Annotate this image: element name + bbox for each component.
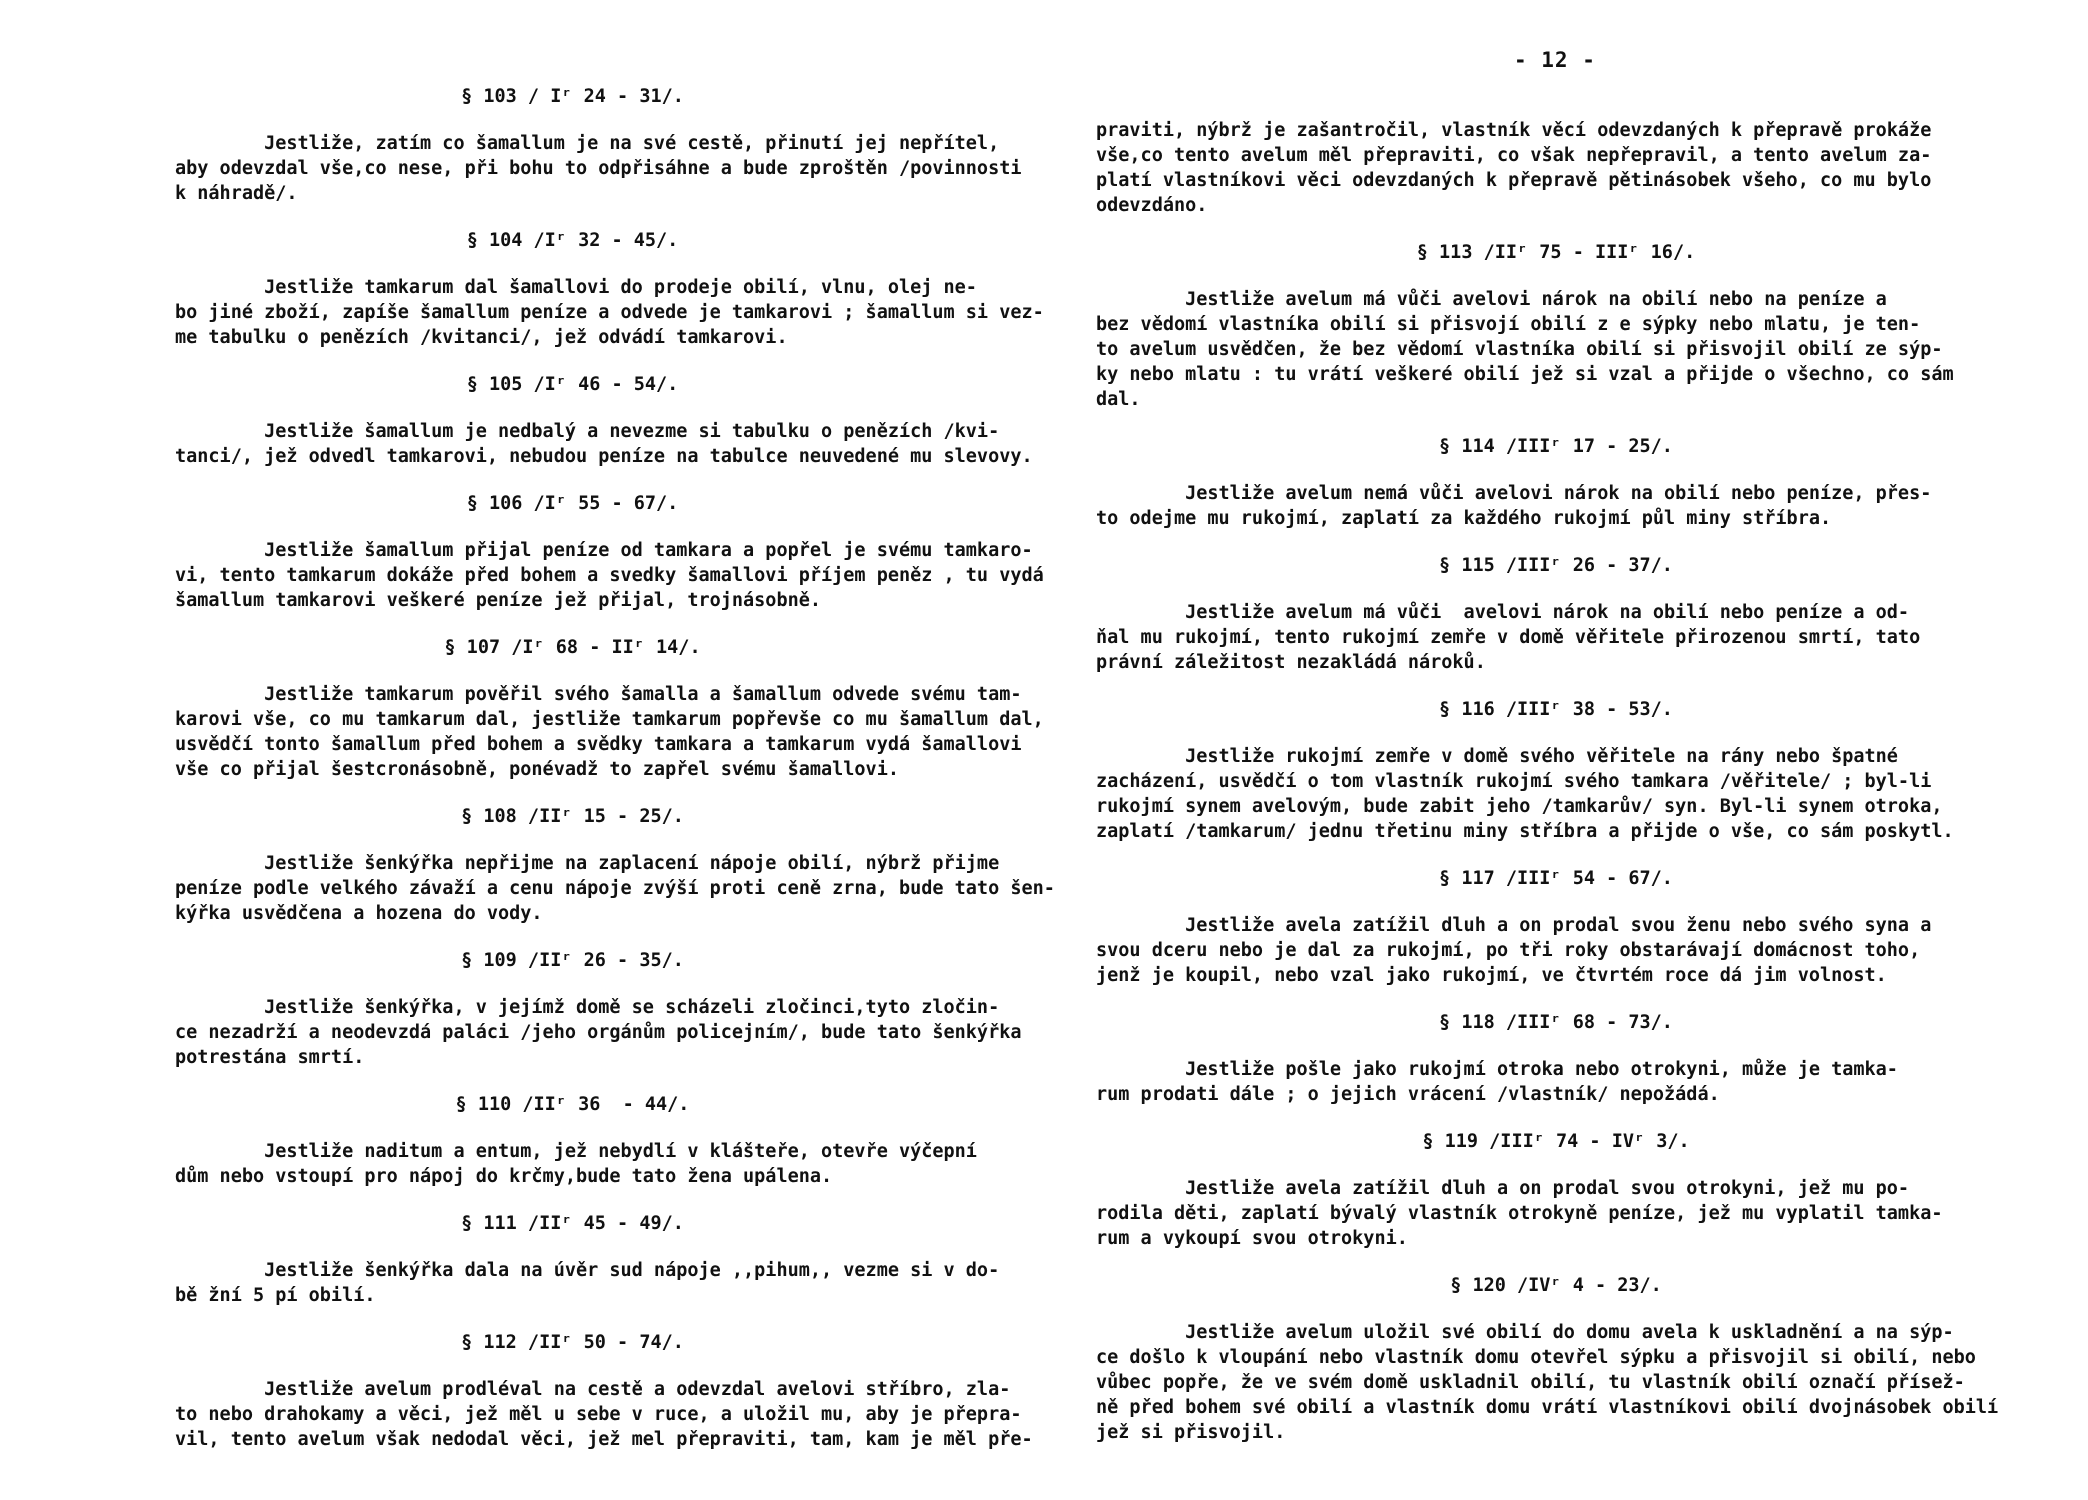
- section-text-112: Jestliže avelum prodléval na cestě a odevzdal avelovi stříbro, zla- to nebo drahokamy a věci, jež měl u sebe v ruce, a uložil mu, aby je přepra- vil, tento avelum však nedodal věci, jež mel přepraviti, tam, kam je měl pře-: [175, 1379, 1033, 1450]
- section-heading-116: § 116 /IIIʳ 38 - 53/.: [1439, 699, 1673, 720]
- section-heading-107: § 107 /Iʳ 68 - IIʳ 14/.: [444, 637, 701, 658]
- section-heading-108: § 108 /IIʳ 15 - 25/.: [461, 806, 684, 827]
- section-text-110: Jestliže naditum a entum, jež nebydlí v klášteře, otevře výčepní dům nebo vstoupí pro nápoj do krčmy,bude tato žena upálena.: [175, 1141, 977, 1187]
- section-heading-105: § 105 /Iʳ 46 - 54/.: [466, 374, 679, 395]
- section-heading-112: § 112 /IIʳ 50 - 74/.: [461, 1332, 684, 1353]
- section-heading-119: § 119 /IIIʳ 74 - IVʳ 3/.: [1422, 1131, 1690, 1152]
- section-heading-104: § 104 /Iʳ 32 - 45/.: [466, 230, 679, 251]
- right-page-text: [1096, 118, 2086, 1467]
- section-text-108: Jestliže šenkýřka nepřijme na zaplacení nápoje obilí, nýbrž přijme peníze podle velkého závaží a cenu nápoje zvýší proti ceně zrna, bude tato šen- kýřka usvědčena a hozena do vody.: [175, 853, 1055, 924]
- section-text-111: Jestliže šenkýřka dala na úvěr sud nápoje ,,pihum,, vezme si v do- bě žní 5 pí obilí.: [175, 1260, 1000, 1306]
- section-text-119: Jestliže avela zatížil dluh a on prodal svou otrokyni, jež mu po- rodila děti, zaplatí bývalý vlastník otrokyně peníze, jež mu vyplatil tamka- rum a vykoupí svou otrokyni.: [1096, 1178, 1943, 1249]
- section-heading-103: § 103 / Iʳ 24 - 31/.: [461, 86, 684, 107]
- section-text-115: Jestliže avelum má vůči avelovi nárok na obilí nebo peníze a od- ňal mu rukojmí, tento rukojmí zemře v domě věřitele přirozenou smrtí, tato právní záležitost nezakládá nároků.: [1096, 602, 1921, 673]
- section-heading-118: § 118 /IIIʳ 68 - 73/.: [1439, 1012, 1673, 1033]
- section-heading-111: § 111 /IIʳ 45 - 49/.: [461, 1213, 684, 1234]
- section-text-104: Jestliže tamkarum dal šamallovi do prodeje obilí, vlnu, olej ne- bo jiné zboží, zapíše šamallum peníze a odvede je tamkarovi ; šamallum si vez- me tabulku o penězích /kvitanci/, jež odvádí tamkarovi.: [175, 277, 1044, 348]
- section-text-107: Jestliže tamkarum pověřil svého šamalla a šamallum odvede svému tam- karovi vše, co mu tamkarum dal, jestliže tamkarum popřevše co mu šamallum dal, usvědčí tonto šamallum před bohem a svědky tamkara a tamkarum vydá šamallovi vše co přijal šestcronásobně, ponévadž to zapřel svému šamallovi.: [175, 684, 1044, 780]
- section-text-117: Jestliže avela zatížil dluh a on prodal svou ženu nebo svého syna a svou dceru nebo je dal za rukojmí, po tři roky obstarávají domácnost toho, jenž je koupil, nebo vzal jako rukojmí, ve čtvrtém roce dá jim volnost.: [1096, 915, 1932, 986]
- section-text-118: Jestliže pošle jako rukojmí otroka nebo otrokyni, může je tamka- rum prodati dále ; o jejich vrácení /vlastník/ nepožádá.: [1096, 1059, 1898, 1105]
- section-text-106: Jestliže šamallum přijal peníze od tamkara a popřel je svému tamkaro- vi, tento tamkarum dokáže před bohem a svedky šamallovi příjem peněz , tu vydá šamallum tamkarovi veškeré peníze jež přijal, trojnásobně.: [175, 540, 1044, 611]
- section-text-120: Jestliže avelum uložil své obilí do domu avela k uskladnění a na sýp- ce došlo k vloupání nebo vlastník domu otevřel sýpku a přisvojil si obilí, nebo vůbec popře, že ve svém domě uskladnil obilí, tu vlastník obilí označí přísež- ně před bohem své obilí a vlastník domu vrátí vlastníkovi obilí dvojnásobek obilí jež si přisvojil.: [1096, 1322, 1999, 1443]
- section-text-114: Jestliže avelum nemá vůči avelovi nárok na obilí nebo peníze, přes- to odejme mu rukojmí, zaplatí za každého rukojmí půl miny stříbra.: [1096, 483, 1932, 529]
- section-text-116: Jestliže rukojmí zemře v domě svého věřitele na rány nebo špatné zacházení, usvědčí o tom vlastník rukojmí svého tamkara /věřitele/ ; byl-li rukojmí synem avelovým, bude zabit jeho /tamkarův/ syn. Byl-li synem otroka, zaplatí /tamkarum/ jednu třetinu miny stříbra a přijde o vše, co sám poskytl.: [1096, 746, 1954, 842]
- section-text-103: Jestliže, zatím co šamallum je na své cestě, přinutí jej nepřítel, aby odevzdal vše,co nese, při bohu to odpřisáhne a bude zproštěn /povinnosti k náhradě/.: [175, 133, 1022, 204]
- section-heading-117: § 117 /IIIʳ 54 - 67/.: [1439, 868, 1673, 889]
- section-heading-113: § 113 /IIʳ 75 - IIIʳ 16/.: [1416, 242, 1696, 263]
- right-page: [1044, 0, 2088, 1500]
- section-heading-109: § 109 /IIʳ 26 - 35/.: [461, 950, 684, 971]
- section-text-105: Jestliže šamallum je nedbalý a nevezme si tabulku o penězích /kvi- tanci/, jež odvedl tamkarovi, nebudou peníze na tabulce neuvedené mu slevovy.: [175, 421, 1033, 467]
- section-heading-115: § 115 /IIIʳ 26 - 37/.: [1439, 555, 1673, 576]
- left-page-text: [175, 84, 1055, 1474]
- section-heading-106: § 106 /Iʳ 55 - 67/.: [466, 493, 679, 514]
- section-heading-110: § 110 /IIʳ 36 - 44/.: [455, 1094, 690, 1115]
- section-text-109: Jestliže šenkýřka, v jejímž domě se scházeli zločinci,tyto zločin- ce nezadrží a neodevzdá paláci /jeho orgánům policejním/, bude tato šenkýřka potrestána smrtí.: [175, 997, 1022, 1068]
- page-number: - 12 -: [1514, 48, 1596, 72]
- section-heading-114: § 114 /IIIʳ 17 - 25/.: [1439, 436, 1673, 457]
- section-text-112-continuation: praviti, nýbrž je zašantročil, vlastník věcí odevzdaných k přepravě prokáže vše,co tento avelum měl přepraviti, co však nepřepravil, a tento avelum za- platí vlastníkovi věci odevzdaných k přepravě pětinásobek všeho, co mu bylo odevzdáno.: [1096, 120, 1932, 216]
- section-heading-120: § 120 /IVʳ 4 - 23/.: [1450, 1275, 1662, 1296]
- section-text-113: Jestliže avelum má vůči avelovi nárok na obilí nebo na peníze a bez vědomí vlastníka obilí si přisvojí obilí z e sýpky nebo mlatu, je ten- to avelum usvědčen, že bez vědomí vlastníka obilí si přisvojil obilí ze sýp- ky nebo mlatu : tu vrátí veškeré obilí jež si vzal a přijde o všechno, co sám dal.: [1096, 289, 1954, 410]
